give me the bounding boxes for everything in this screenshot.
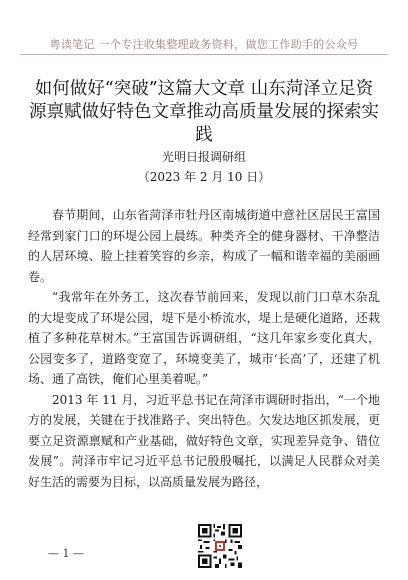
document-body [28,205,380,492]
page-header: 粤读笔记 一个专注收集整理政务资料，做您工作助手的公众号 [49,38,359,51]
document-date: （2023 年 2 月 10 日） [137,170,271,184]
qr-code-icon [196,522,244,570]
document-title: 如何做好“突破”这篇大文章 山东菏泽立足资源禀赋做好特色文章推动高质量发展的探索实践 [29,79,379,145]
paragraph-2: “我常年在外务工，这次春节前回来，发现以前门口草木杂乱的大堤变成了环堤公园，堤下是小桥流水，堤上是硬化道路，还栽植了多种花草树木。”王富国告诉调研组，“这几年家乡变化真大，公园变多了，道路变宽了，环境变美了，城市‘长高’了，还建了机场、通了高铁，俺们心里美着呢。” [28,290,380,386]
document-author: 光明日报调研组 [161,150,246,164]
header-divider [20,54,388,55]
page-number: — 1 — [48,547,84,560]
paragraph-1: 春节期间，山东省菏泽市牡丹区南城街道中意社区居民王富国经常到家门口的环堤公园上晨练。种类齐全的健身器材、干净整洁的人居环境、脸上挂着笑容的乡亲，构成了一幅和谐幸福的美丽画卷。 [28,208,380,284]
paragraph-3: 2013 年 11 月，习近平总书记在菏泽市调研时指出，“一个地方的发展，关键在于找准路子、突出特色。欠发达地区抓发展，更要立足资源禀赋和产业基础，做好特色文章，实现差异竞争、错位发展”。菏泽市牢记习近平总书记殷殷嘱托，以满足人民群众对美好生活的需要为目标，以高质量发展为路径， [28,392,380,489]
